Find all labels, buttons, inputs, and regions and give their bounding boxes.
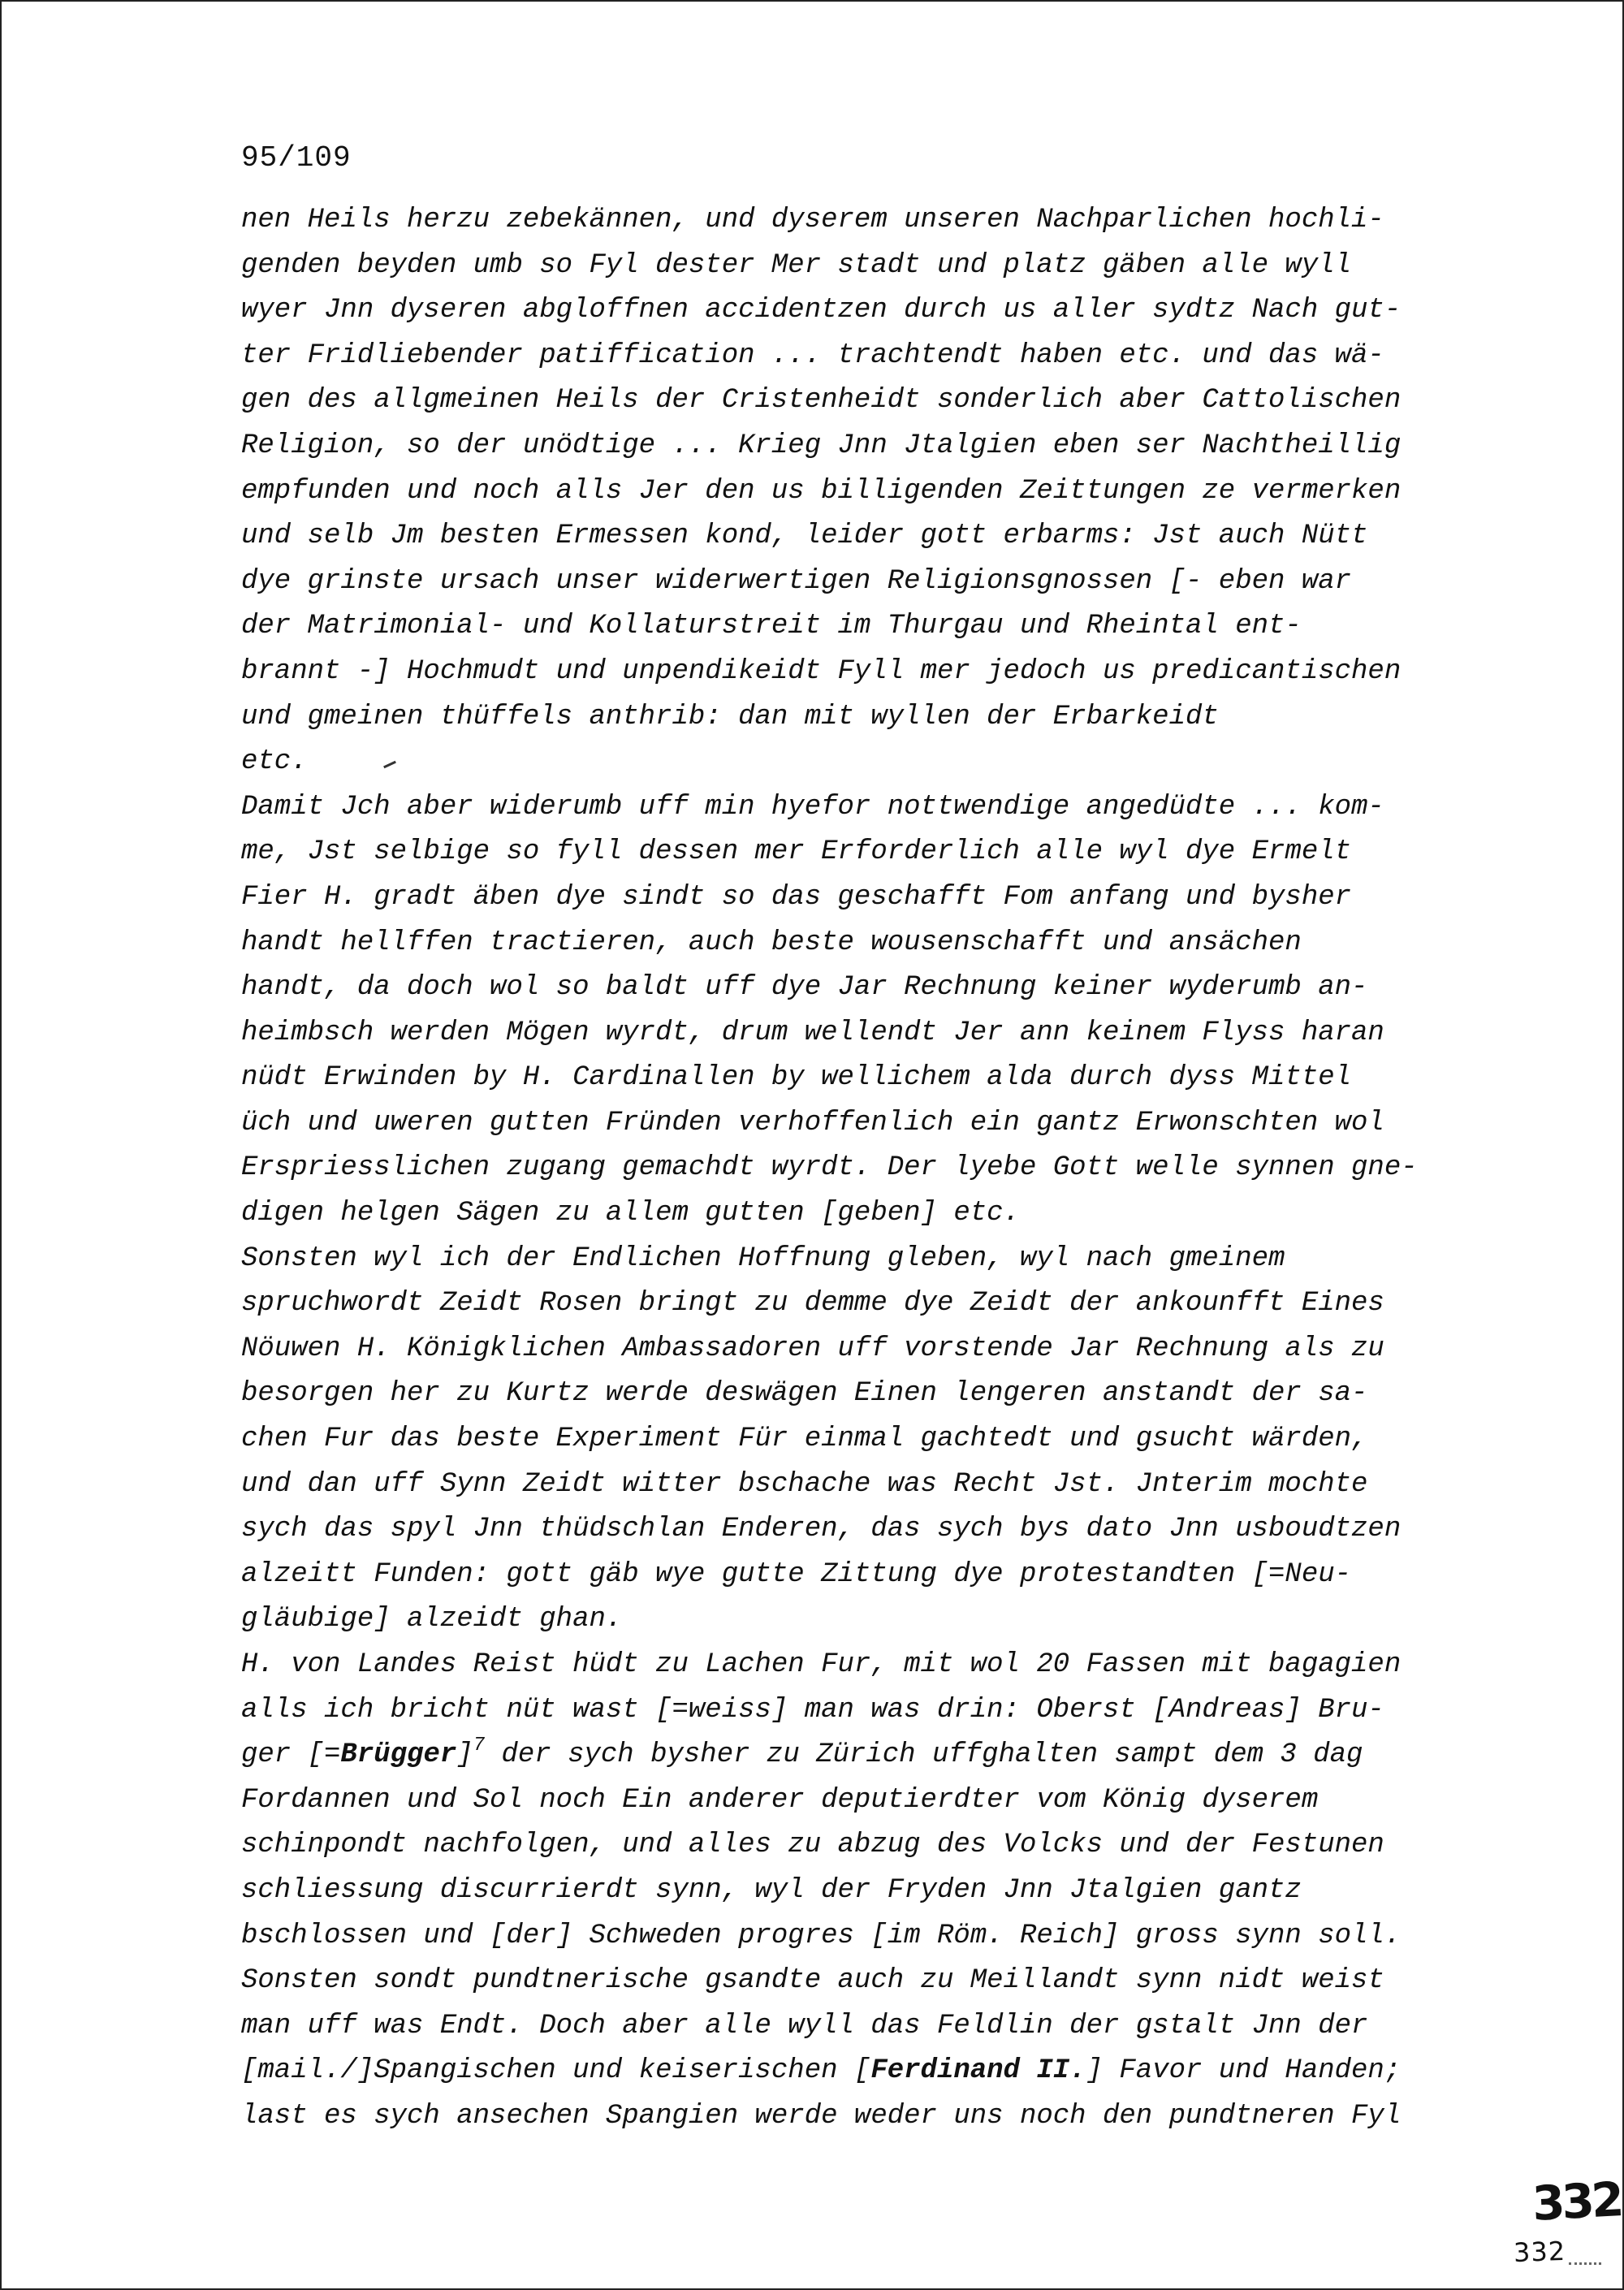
- text-line: bschlossen und [der] Schweden progres [im Röm. Reich] gross synn soll.: [241, 1920, 1402, 1951]
- document-text: [241, 198, 1581, 2140]
- dotted-mark: [1569, 2262, 1601, 2267]
- text-line: last es sych ansechen Spangien werde weder uns noch den pundtneren Fyl: [241, 2100, 1402, 2132]
- text-segment: der sych bysher zu Zürich uffghalten sampt dem 3 dag: [485, 1739, 1363, 1771]
- text-line: und dan uff Synn Zeidt witter bschache was Recht Jst. Jnterim mochte: [241, 1468, 1368, 1500]
- text-line: chen Fur das beste Experiment Für einmal gachtedt und gsucht wärden,: [241, 1424, 1368, 1455]
- text-line: H. von Landes Reist hüdt zu Lachen Fur, mit wol 20 Fassen mit bagagien: [241, 1649, 1402, 1680]
- text-line: alzeitt Funden: gott gäb wye gutte Zittung dye protestandten [=Neu-: [241, 1558, 1352, 1590]
- text-line: Sonsten sondt pundtnerische gsandte auch zu Meillandt synn nidt weist: [241, 1965, 1384, 1997]
- text-line: Nöuwen H. Königklichen Ambassadoren uff vorstende Jar Rechnung als zu: [241, 1333, 1384, 1364]
- text-line: brannt -] Hochmudt und unpendikeidt Fyll mer jedoch us predicantischen: [241, 655, 1402, 687]
- bold-name: Brügger: [340, 1739, 457, 1771]
- text-line: wyer Jnn dyseren abgloffnen accidentzen durch us aller sydtz Nach gut-: [241, 295, 1402, 326]
- footnote-marker: 7: [473, 1735, 486, 1757]
- text-line: schinpondt nachfolgen, und alles zu abzug des Volcks und der Festunen: [241, 1830, 1384, 1861]
- bold-name: Ferdinand II.: [870, 2055, 1086, 2087]
- text-line: der Matrimonial- und Kollaturstreit im Thurgau und Rheintal ent-: [241, 611, 1302, 642]
- text-line: Religion, so der unödtige ... Krieg Jnn Jtalgien eben ser Nachtheillig: [241, 430, 1402, 461]
- text-line: üch und uweren gutten Fründen verhoffenlich ein gantz Erwonschten wol: [241, 1107, 1384, 1139]
- text-line-with-bold: [241, 2049, 1581, 2094]
- archive-stamp-number: 332: [1531, 2171, 1622, 2232]
- text-line: Fier H. gradt äben dye sindt so das geschafft Fom anfang und bysher: [241, 881, 1352, 913]
- text-segment: [mail./]Spangischen und keiserischen [: [241, 2055, 871, 2087]
- text-line: handt hellffen tractieren, auch beste wousenschafft und ansächen: [241, 927, 1302, 958]
- text-line: empfunden und noch alls Jer den us billigenden Zeittungen ze vermerken: [241, 475, 1402, 507]
- text-line: gläubige] alzeidt ghan.: [241, 1604, 623, 1635]
- text-line: nen Heils herzu zebekännen, und dyserem unseren Nachparlichen hochli-: [241, 205, 1384, 235]
- archive-handwritten-number: 332: [1513, 2235, 1566, 2269]
- text-line: und selb Jm besten Ermessen kond, leider gott erbarms: Jst auch Nütt: [241, 521, 1368, 552]
- text-line: me, Jst selbige so fyll dessen mer Erforderlich alle wyl dye Ermelt: [241, 836, 1352, 868]
- text-line: spruchwordt Zeidt Rosen bringt zu demme dye Zeidt der ankounfft Eines: [241, 1288, 1384, 1320]
- text-line: Erspriesslichen zugang gemachdt wyrdt. Der lyebe Gott welle synnen gne-: [241, 1152, 1418, 1184]
- text-line: besorgen her zu Kurtz werde deswägen Einen lengeren anstandt der sa-: [241, 1378, 1368, 1410]
- text-line: ter Fridliebender patiffication ... trachtendt haben etc. und das wä-: [241, 339, 1384, 371]
- text-line-with-footnote: [241, 1733, 1581, 1778]
- text-line: sych das spyl Jnn thüdschlan Enderen, das sych bys dato Jnn usboudtzen: [241, 1514, 1402, 1545]
- text-line: nüdt Erwinden by H. Cardinallen by wellichem alda durch dyss Mittel: [241, 1062, 1352, 1094]
- text-segment: ] Favor und Handen;: [1086, 2055, 1402, 2087]
- text-line: alls ich bricht nüt wast [=weiss] man was drin: Oberst [Andreas] Bru-: [241, 1694, 1384, 1726]
- text-line: und gmeinen thüffels anthrib: dan mit wyllen der Erbarkeidt: [241, 701, 1219, 732]
- text-line: etc.: [241, 746, 308, 778]
- text-line: heimbsch werden Mögen wyrdt, drum wellendt Jer ann keinem Flyss haran: [241, 1017, 1384, 1048]
- text-line: gen des allgmeinen Heils der Cristenheidt sonderlich aber Cattolischen: [241, 385, 1402, 417]
- text-line: Fordannen und Sol noch Ein anderer deputierdter vom König dyserem: [241, 1784, 1319, 1816]
- text-line: Sonsten wyl ich der Endlichen Hoffnung gleben, wyl nach gmeinem: [241, 1242, 1285, 1274]
- page-number: 95/109: [241, 141, 352, 175]
- text-segment: ]: [456, 1739, 473, 1771]
- text-line: man uff was Endt. Doch aber alle wyll das Feldlin der gstalt Jnn der: [241, 2010, 1368, 2042]
- text-segment: ger [=: [241, 1739, 341, 1771]
- text-line: Damit Jch aber widerumb uff min hyefor nottwendige angedüdte ... kom-: [241, 791, 1384, 823]
- text-line: genden beyden umb so Fyl dester Mer stadt und platz gäben alle wyll: [241, 249, 1352, 281]
- text-line: dye grinste ursach unser widerwertigen Religionsgnossen [- eben war: [241, 565, 1352, 597]
- text-line: digen helgen Sägen zu allem gutten [geben] etc.: [241, 1198, 1020, 1229]
- text-line: schliessung discurrierdt synn, wyl der Fryden Jnn Jtalgien gantz: [241, 1874, 1302, 1906]
- text-line: handt, da doch wol so baldt uff dye Jar Rechnung keiner wyderumb an-: [241, 972, 1368, 1004]
